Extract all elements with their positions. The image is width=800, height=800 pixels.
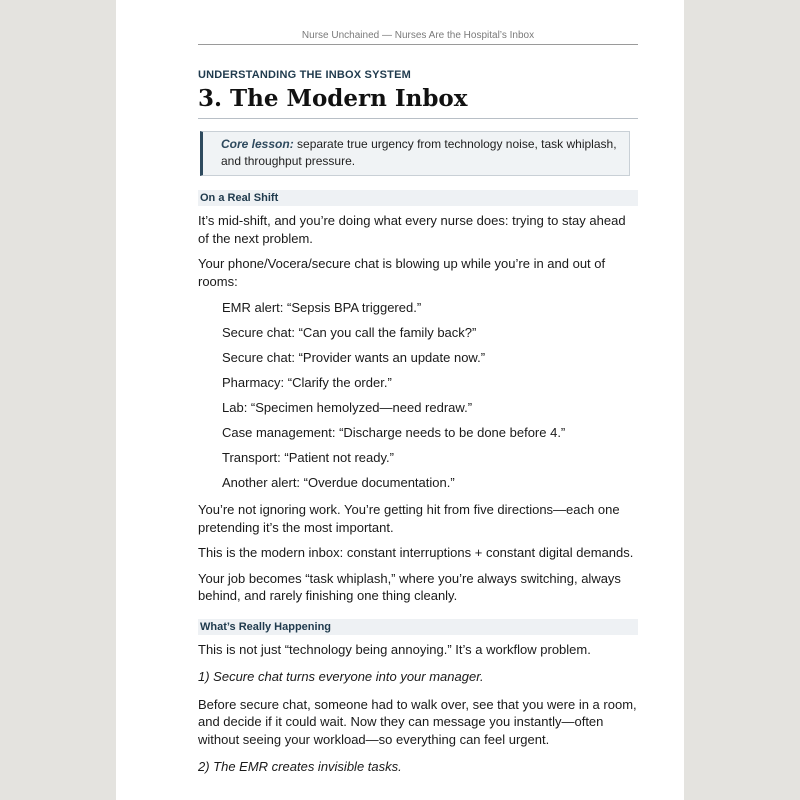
document-page [116,0,684,800]
alert-item: EMR alert: “Sepsis BPA triggered.” [222,300,422,315]
running-header: Nurse Unchained — Nurses Are the Hospital’s Inbox [198,30,638,45]
alert-item: Transport: “Patient not ready.” [222,450,394,465]
paragraph: Your job becomes “task whiplash,” where you’re always switching, always behind, and rarely finishing one thing cleanly. [198,570,621,603]
chapter-kicker: UNDERSTANDING THE INBOX SYSTEM [198,69,411,81]
section-heading-real-shift: On a Real Shift [198,190,638,206]
paragraph: You’re not ignoring work. You’re getting hit from five directions—each one pretending it’s the most important. [198,502,620,535]
core-lesson-label: Core lesson: [221,137,294,151]
paragraph: This is not just “technology being annoying.” It’s a workflow problem. [198,641,591,657]
numbered-point: 2) The EMR creates invisible tasks. [198,759,402,774]
alert-item: Lab: “Specimen hemolyzed—need redraw.” [222,400,473,415]
paragraph: Before secure chat, someone had to walk over, see that you were in a room, and decide if it could wait. Now they can message you instantly—often without seeing your workload—so everything can feel urgent. [198,696,637,747]
paragraph: Your phone/Vocera/secure chat is blowing up while you’re in and out of rooms: [198,256,606,289]
alert-item: Pharmacy: “Clarify the order.” [222,375,392,390]
alert-item: Case management: “Discharge needs to be done before 4.” [222,425,566,440]
section-heading-really-happening: What’s Really Happening [198,619,638,635]
core-lesson-callout [200,131,630,176]
alert-item: Another alert: “Overdue documentation.” [222,475,455,490]
paragraph: This is the modern inbox: constant interruptions + constant digital demands. [198,545,634,560]
alert-item: Secure chat: “Can you call the family back?” [222,325,477,340]
paragraph: It’s mid-shift, and you’re doing what every nurse does: trying to stay ahead of the next problem. [198,213,626,246]
core-lesson-text: separate true urgency from technology noise, task whiplash, and throughput pressure. [221,137,617,168]
page-content [198,0,638,776]
alert-list [198,299,638,491]
alert-item: Secure chat: “Provider wants an update now.” [222,350,486,365]
chapter-title: 3. The Modern Inbox [198,85,638,119]
numbered-point: 1) Secure chat turns everyone into your manager. [198,669,484,684]
